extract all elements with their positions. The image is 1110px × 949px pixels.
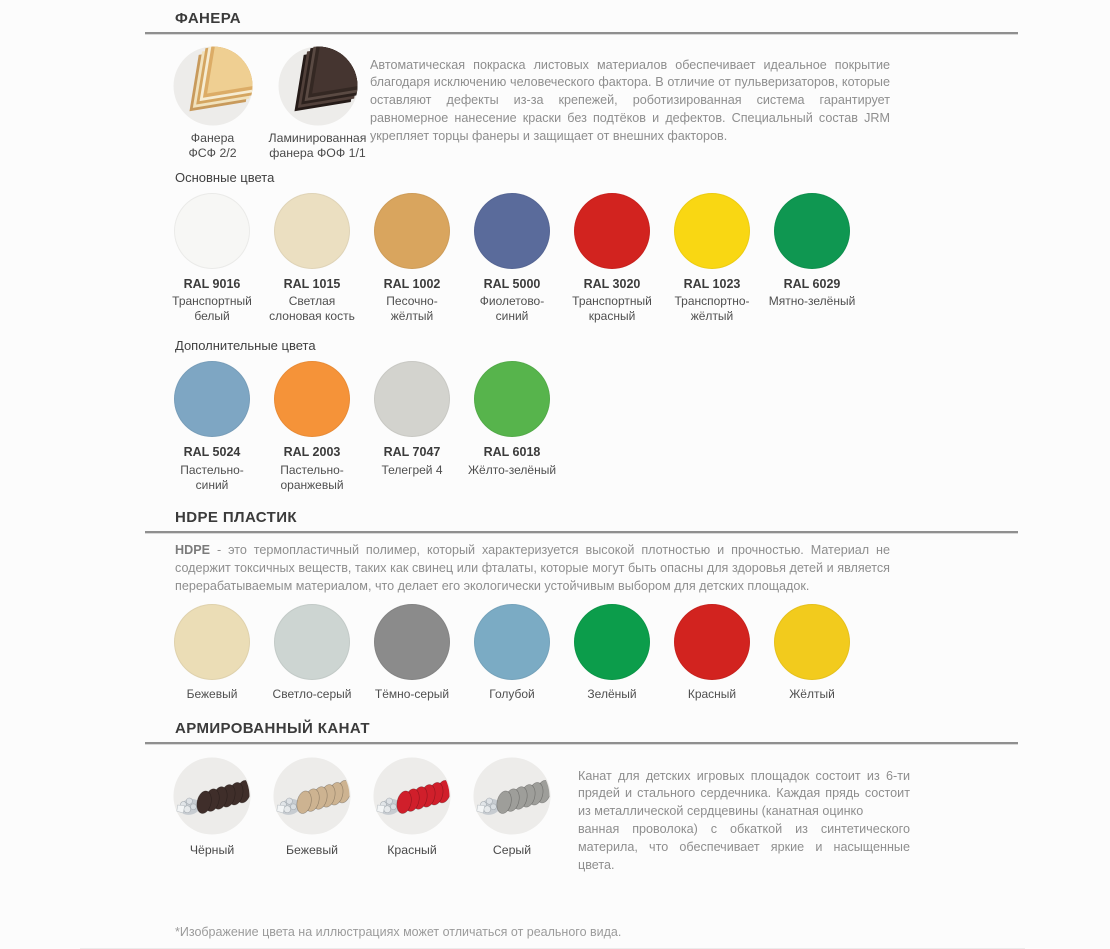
- color-swatch: [162, 193, 262, 325]
- plywood-type-label: [160, 131, 265, 162]
- rope-description-line1: Канат для детских игровых площадок состоит из 6-ти прядей и стального сердечника. Каждая прядь состоит из металлической сердцевины (канатная оцинко: [578, 768, 910, 819]
- catalog-page: [145, 0, 1018, 949]
- color-circle: [574, 193, 650, 269]
- color-swatch: [362, 193, 462, 325]
- additional-colors-row: [145, 361, 1018, 493]
- color-swatch: [762, 193, 862, 325]
- color-name: Фиолетово-синий: [479, 293, 545, 324]
- color-circle: [674, 604, 750, 680]
- color-name: Зелёный: [587, 686, 637, 701]
- color-code: RAL 7047: [383, 445, 441, 460]
- color-name: Песочно-жёлтый: [386, 293, 438, 324]
- color-circle: [474, 604, 550, 680]
- color-code: RAL 9016: [183, 276, 241, 291]
- plywood-type: [265, 44, 370, 162]
- plywood-section-title: ФАНЕРА: [175, 10, 242, 27]
- section-plywood: [145, 10, 1018, 493]
- rope-swatch: [162, 755, 262, 887]
- rope-color-name: Бежевый: [285, 843, 339, 858]
- rope-section-title: АРМИРОВАННЫЙ КАНАТ: [175, 720, 370, 738]
- color-name: Транспортно-жёлтый: [674, 293, 750, 324]
- color-swatch: [462, 193, 562, 325]
- section-hdpe: [145, 509, 1018, 702]
- section-rope: [145, 720, 1018, 887]
- rope-icon: [371, 755, 453, 837]
- color-circle: [374, 193, 450, 269]
- rope-icon: [471, 755, 553, 837]
- color-name: Пастельно-оранжевый: [280, 462, 344, 492]
- color-name: Мятно-зелёный: [768, 293, 856, 308]
- hdpe-colors-row: [145, 604, 1018, 702]
- additional-colors-label: Дополнительные цвета: [175, 338, 316, 354]
- color-name: Светло-серый: [272, 686, 352, 701]
- section-divider: [145, 32, 1018, 35]
- laminated-plywood-sheet-icon: [276, 44, 360, 128]
- color-swatch: [462, 361, 562, 493]
- plywood-intro-row: [145, 44, 1018, 162]
- main-colors-row: [145, 193, 1018, 325]
- color-circle: [774, 604, 850, 680]
- plywood-type-label: [265, 131, 370, 162]
- main-colors-label: Основные цвета: [175, 169, 275, 185]
- color-swatch: [162, 604, 262, 702]
- color-code: RAL 1015: [283, 276, 341, 291]
- color-circle: [274, 604, 350, 680]
- rope-color-name: Чёрный: [189, 843, 235, 858]
- color-disclaimer-footnote: *Изображение цвета на иллюстрациях может отличаться от реального вида.: [175, 925, 622, 940]
- color-circle: [574, 604, 650, 680]
- hdpe-description-rest: - это термопластичный полимер, который характеризуется высокой плотностью и прочностью. Материал не содержит токсичных веществ, таких как свинец или фталаты, которые могут быть опасны для здоровья детей и является перерабатываемым материалом, что делает его экологически устойчивым выбором для детских площадок.: [175, 543, 890, 593]
- color-name: Красный: [687, 686, 737, 701]
- color-name: Пастельно-синий: [180, 462, 244, 492]
- color-swatch: [362, 361, 462, 493]
- color-code: RAL 6018: [483, 445, 541, 460]
- color-name: Транспортный белый: [172, 293, 252, 324]
- color-name: Голубой: [489, 686, 535, 701]
- color-name: Тёмно-серый: [374, 686, 450, 701]
- color-circle: [174, 604, 250, 680]
- color-circle: [374, 604, 450, 680]
- rope-icon: [171, 755, 253, 837]
- hdpe-description: [175, 542, 890, 596]
- color-code: RAL 1023: [683, 276, 741, 291]
- rope-color-name: Серый: [492, 843, 532, 858]
- color-circle: [174, 193, 250, 269]
- color-circle: [374, 361, 450, 437]
- color-circle: [774, 193, 850, 269]
- color-code: RAL 3020: [583, 276, 641, 291]
- color-circle: [274, 193, 350, 269]
- color-circle: [274, 361, 350, 437]
- rope-swatch: [262, 755, 362, 887]
- plywood-description: Автоматическая покраска листовых материалов обеспечивает идеальное покрытие благодаря исключению человеческого фактора. В отличие от пульверизаторов, которые оставляют дефекты из-за крепежей, роботизированная система гарантирует равномерное нанесение краски без подтёков и дефектов. Специальный состав JRM укрепляет торцы фанеры и защищает от внешних факторов.: [370, 57, 890, 144]
- hdpe-description-lead: HDPE: [175, 543, 210, 558]
- color-name: Светлая слоновая кость: [269, 293, 355, 324]
- color-circle: [174, 361, 250, 437]
- color-swatch: [562, 193, 662, 325]
- plywood-type-label-line1: Фанера: [190, 131, 235, 145]
- rope-colors-row: [145, 755, 1018, 887]
- rope-swatch: [362, 755, 462, 887]
- color-swatch: [362, 604, 462, 702]
- plywood-type-label-line2: ФСФ 2/2: [188, 146, 237, 161]
- color-swatch: [662, 604, 762, 702]
- color-code: RAL 6029: [783, 276, 841, 291]
- color-name: Жёлтый: [789, 686, 835, 701]
- plywood-type-label-line2: фанера ФОФ 1/1: [269, 146, 366, 161]
- color-swatch: [762, 604, 862, 702]
- color-swatch: [562, 604, 662, 702]
- color-swatch: [262, 361, 362, 493]
- color-name: Телегрей 4: [381, 462, 443, 477]
- color-circle: [674, 193, 750, 269]
- color-swatch: [262, 604, 362, 702]
- rope-description-line2: ванная проволока) с обкаткой из синтетического материла, что обеспечивает яркие и насыщенные цвета.: [578, 822, 910, 872]
- section-divider: [145, 742, 1018, 745]
- hdpe-section-title: HDPE ПЛАСТИК: [175, 509, 297, 527]
- rope-description: [578, 768, 910, 875]
- color-name: Бежевый: [186, 686, 238, 701]
- color-name: Жёлто-зелёный: [467, 462, 557, 477]
- color-name: Транспортный красный: [572, 293, 652, 324]
- plywood-sheet-icon: [171, 44, 255, 128]
- color-circle: [474, 193, 550, 269]
- rope-icon: [271, 755, 353, 837]
- color-circle: [474, 361, 550, 437]
- color-swatch: [262, 193, 362, 325]
- color-code: RAL 5000: [483, 276, 541, 291]
- color-swatch: [662, 193, 762, 325]
- rope-color-name: Красный: [387, 843, 437, 858]
- color-code: RAL 1002: [383, 276, 441, 291]
- color-swatch: [462, 604, 562, 702]
- plywood-type-label-line1: Ламинированная: [268, 131, 367, 145]
- section-divider: [145, 531, 1018, 534]
- color-swatch: [162, 361, 262, 493]
- color-code: RAL 2003: [283, 445, 341, 460]
- plywood-type: [160, 44, 265, 162]
- rope-swatch: [462, 755, 562, 887]
- color-code: RAL 5024: [183, 445, 241, 460]
